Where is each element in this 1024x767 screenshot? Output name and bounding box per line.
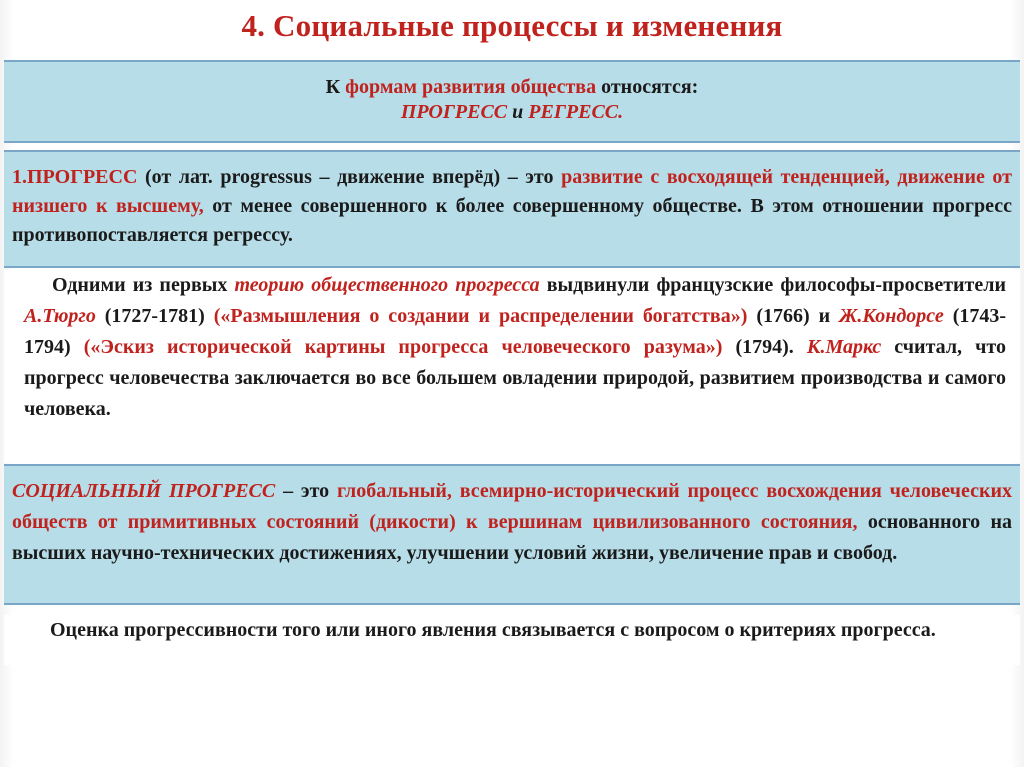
intro-relate: относятся: [596,76,699,98]
history-condorcet: Ж.Кондорсе [839,305,944,327]
intro-and: и [507,101,529,123]
history-condorcet-work: («Эскиз исторической картины прогресса человеческого разума») [83,336,723,358]
social-progress-box [4,464,1020,605]
social-term: СОЦИАЛЬНЫЙ ПРОГРЕСС [12,480,276,502]
progress-def-highlight: развитие с восходящей тенденцией, движение от низшего к высшему, [12,166,1012,217]
intro-forms: формам развития общества [345,76,597,98]
history-marx: К.Маркс [806,336,882,358]
history-text-5: (1743-1794) [24,305,1007,358]
criteria-text: Оценка прогрессивности того или иного явления связывается с вопросом о критериях прогресса. [50,619,936,641]
social-text-1: – это [275,480,337,502]
criteria-paragraph [4,615,1020,665]
history-theory: теорию общественного прогресса [234,274,540,296]
history-text-7: считал, что прогресс человечества заключается во все большем овладении природой, развитием производства и самого человека. [24,336,1006,420]
social-highlight: глобальный, всемирно-исторический процесс восхождения человеческих обществ от примитивных состояний (дикости) к вершинам цивилизованного состояния, [12,480,1013,533]
progress-def-text-1: (от лат. progressus – движение вперёд) – это [137,166,562,188]
intro-line-2 [4,100,1020,125]
history-paragraph [4,270,1020,463]
intro-box [4,60,1020,143]
intro-k: К [325,76,346,98]
intro-line-1 [4,75,1020,100]
intro-regress: РЕГРЕСС. [528,101,624,123]
history-text-1: Одними из первых [52,274,235,296]
intro-progress: ПРОГРЕСС [400,101,508,123]
slide-title: 4. Социальные процессы и изменения [241,8,783,43]
history-text-4: (1766) и [747,305,840,327]
progress-definition-box [4,150,1020,268]
social-text-2: основанного на высших научно-технических достижениях, улучшении условий жизни, увеличение прав и свобод. [12,511,1013,564]
history-text-3: (1727-1781) [95,305,214,327]
progress-term: 1.ПРОГРЕСС [12,166,138,188]
history-text-6: (1794). [722,336,807,358]
history-text-2: выдвинули французские философы-просветители [539,274,1006,296]
history-turgot-work: («Размышления о создании и распределении богатства») [213,305,748,327]
progress-def-text-2: от менее совершенного к более совершенному обществе. В этом отношении прогресс противопоставляется регрессу. [12,195,1012,246]
history-turgot: А.Тюрго [24,305,96,327]
